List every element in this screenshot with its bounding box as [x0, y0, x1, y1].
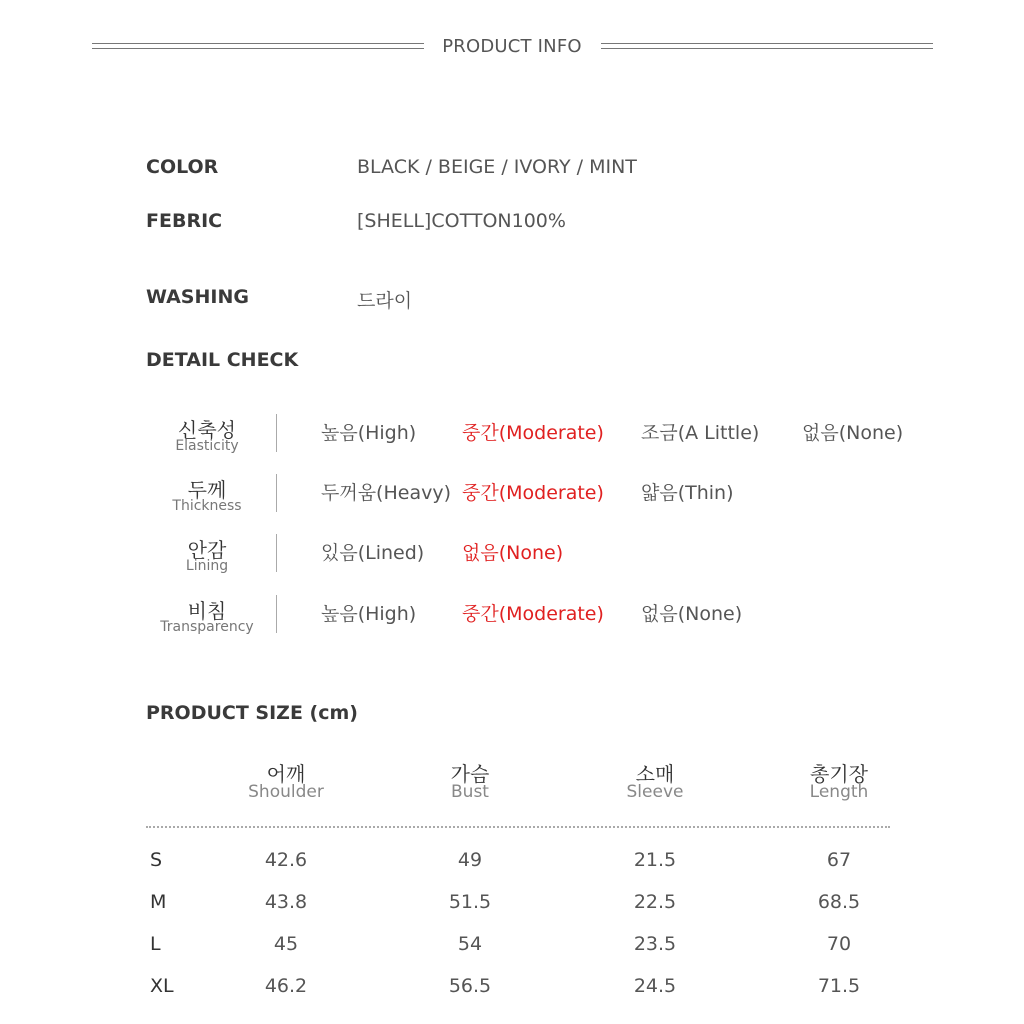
size-cell: 46.2	[264, 975, 308, 997]
size-row-label: L	[150, 933, 161, 955]
size-row-label: XL	[150, 975, 174, 997]
detail-check-row	[0, 534, 1024, 594]
size-table-divider	[146, 826, 890, 828]
size-cell: 51.5	[448, 891, 492, 913]
size-cell: 54	[457, 933, 483, 955]
size-cell: 43.8	[264, 891, 308, 913]
detail-check-title: DETAIL CHECK	[146, 349, 299, 371]
detail-check-option: 높음(High)	[321, 422, 417, 444]
detail-check-label-en: Thickness	[172, 498, 242, 514]
washing-label: WASHING	[146, 286, 249, 308]
size-column-header-en: Length	[809, 782, 869, 802]
detail-check-label-ko: 신축성	[178, 418, 236, 442]
size-cell: 56.5	[448, 975, 492, 997]
size-cell: 45	[273, 933, 299, 955]
detail-check-option: 높음(High)	[321, 603, 417, 625]
size-column-header-ko: 총기장	[810, 762, 868, 786]
size-column-header-ko: 어깨	[266, 762, 306, 786]
detail-check-row	[0, 474, 1024, 534]
size-column-header-ko: 가슴	[450, 762, 490, 786]
size-cell: 21.5	[633, 849, 677, 871]
color-label: COLOR	[146, 156, 219, 178]
detail-check-option-selected: 중간(Moderate)	[462, 603, 604, 625]
detail-check-option: 없음(None)	[802, 422, 904, 444]
detail-check-option: 없음(None)	[641, 603, 743, 625]
size-row-label: M	[150, 891, 167, 913]
detail-check-separator	[276, 595, 277, 633]
size-cell: 49	[457, 849, 483, 871]
fabric-label: FEBRIC	[146, 210, 223, 232]
detail-check-label-ko: 안감	[187, 538, 227, 562]
detail-check-label-en: Transparency	[160, 619, 254, 635]
detail-check-label-ko: 비침	[187, 599, 227, 623]
detail-check-option: 조금(A Little)	[641, 422, 760, 444]
detail-check-option-selected: 중간(Moderate)	[462, 482, 604, 504]
size-column-header-ko: 소매	[635, 762, 675, 786]
size-cell: 68.5	[817, 891, 861, 913]
detail-check-label-en: Elasticity	[175, 438, 239, 454]
size-cell: 22.5	[633, 891, 677, 913]
size-cell: 42.6	[264, 849, 308, 871]
detail-check-option-selected: 중간(Moderate)	[462, 422, 604, 444]
size-cell: 70	[826, 933, 852, 955]
detail-check-separator	[276, 414, 277, 452]
product-size-title: PRODUCT SIZE (cm)	[146, 702, 358, 724]
detail-check-separator	[276, 474, 277, 512]
size-cell: 24.5	[633, 975, 677, 997]
detail-check-option-selected: 없음(None)	[462, 542, 564, 564]
detail-check-option: 있음(Lined)	[321, 542, 425, 564]
detail-check-label-ko: 두께	[187, 478, 227, 502]
size-column-header-en: Shoulder	[248, 782, 324, 802]
fabric-value: [SHELL]COTTON100%	[357, 210, 566, 232]
size-cell: 71.5	[817, 975, 861, 997]
header-rule-right	[601, 43, 933, 49]
size-cell: 67	[826, 849, 852, 871]
size-row-label: S	[150, 849, 163, 871]
size-column-header-en: Bust	[451, 782, 489, 802]
detail-check-row	[0, 414, 1024, 474]
size-column-header-en: Sleeve	[626, 782, 684, 802]
detail-check-label-en: Lining	[185, 558, 229, 574]
color-value: BLACK / BEIGE / IVORY / MINT	[357, 156, 637, 178]
washing-value: 드라이	[357, 290, 413, 312]
detail-check-option: 얇음(Thin)	[641, 482, 734, 504]
detail-check-separator	[276, 534, 277, 572]
detail-check-row	[0, 595, 1024, 655]
detail-check-option: 두꺼움(Heavy)	[321, 482, 451, 504]
size-cell: 23.5	[633, 933, 677, 955]
page-title: PRODUCT INFO	[442, 36, 582, 57]
